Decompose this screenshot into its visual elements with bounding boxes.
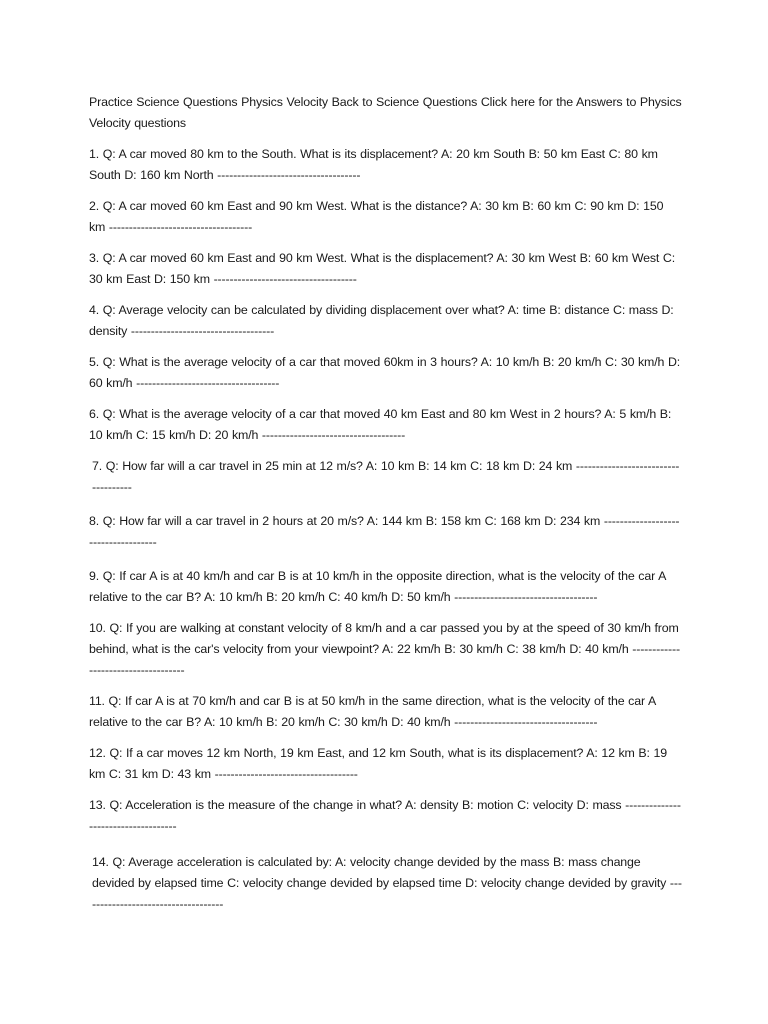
question-12: 12. Q: If a car moves 12 km North, 19 km East, and 12 km South, what is its displacement? A: 12 km B: 19 km C: 31 km D: 43 km ------------------------------------ <box>89 746 667 781</box>
question-8: 8. Q: How far will a car travel in 2 hours at 20 m/s? A: 144 km B: 158 km C: 168 km D: 234 km ------------------------------------ <box>89 514 680 549</box>
question-10: 10. Q: If you are walking at constant velocity of 8 km/h and a car passed you by at the speed of 30 km/h from behind, what is the car's velocity from your viewpoint? A: 22 km/h B: 30 km/h C: 38 km/h D: 40 km/h ------------------------------------ <box>89 621 680 677</box>
question-13: 13. Q: Acceleration is the measure of the change in what? A: density B: motion C: velocity D: mass ------------------------------------ <box>89 798 681 833</box>
question-5: 5. Q: What is the average velocity of a car that moved 60km in 3 hours? A: 10 km/h B: 20 km/h C: 30 km/h D: 60 km/h ------------------------------------ <box>89 355 681 390</box>
document-body <box>89 92 683 925</box>
document-header: Practice Science Questions Physics Velocity Back to Science Questions Click here for the Answers to Physics Velocity questions <box>89 95 682 130</box>
question-2: 2. Q: A car moved 60 km East and 90 km West. What is the distance? A: 30 km B: 60 km C: 90 km D: 150 km ------------------------------------ <box>89 199 664 234</box>
question-3: 3. Q: A car moved 60 km East and 90 km West. What is the displacement? A: 30 km West B: 60 km West C: 30 km East D: 150 km ------------------------------------ <box>89 251 675 286</box>
question-11: 11. Q: If car A is at 70 km/h and car B is at 50 km/h in the same direction, what is the velocity of the car A relative to the car B? A: 10 km/h B: 20 km/h C: 30 km/h D: 40 km/h ------------------------------------ <box>89 694 656 729</box>
question-6: 6. Q: What is the average velocity of a car that moved 40 km East and 80 km West in 2 hours? A: 5 km/h B: 10 km/h C: 15 km/h D: 20 km/h ------------------------------------ <box>89 407 672 442</box>
question-1: 1. Q: A car moved 80 km to the South. What is its displacement? A: 20 km South B: 50 km East C: 80 km South D: 160 km North ------------------------------------ <box>89 147 658 182</box>
question-14: 14. Q: Average acceleration is calculated by: A: velocity change devided by the mass B: mass change devided by elapsed time C: velocity change devided by elapsed time D: velocity change devided by gravity ------------------------------------ <box>92 855 682 911</box>
question-7: 7. Q: How far will a car travel in 25 min at 12 m/s? A: 10 km B: 14 km C: 18 km D: 24 km ------------------------------------ <box>92 459 680 494</box>
question-9: 9. Q: If car A is at 40 km/h and car B is at 10 km/h in the opposite direction, what is the velocity of the car A relative to the car B? A: 10 km/h B: 20 km/h C: 40 km/h D: 50 km/h ------------------------------------ <box>89 569 666 604</box>
question-4: 4. Q: Average velocity can be calculated by dividing displacement over what? A: time B: distance C: mass D: density ------------------------------------ <box>89 303 674 338</box>
